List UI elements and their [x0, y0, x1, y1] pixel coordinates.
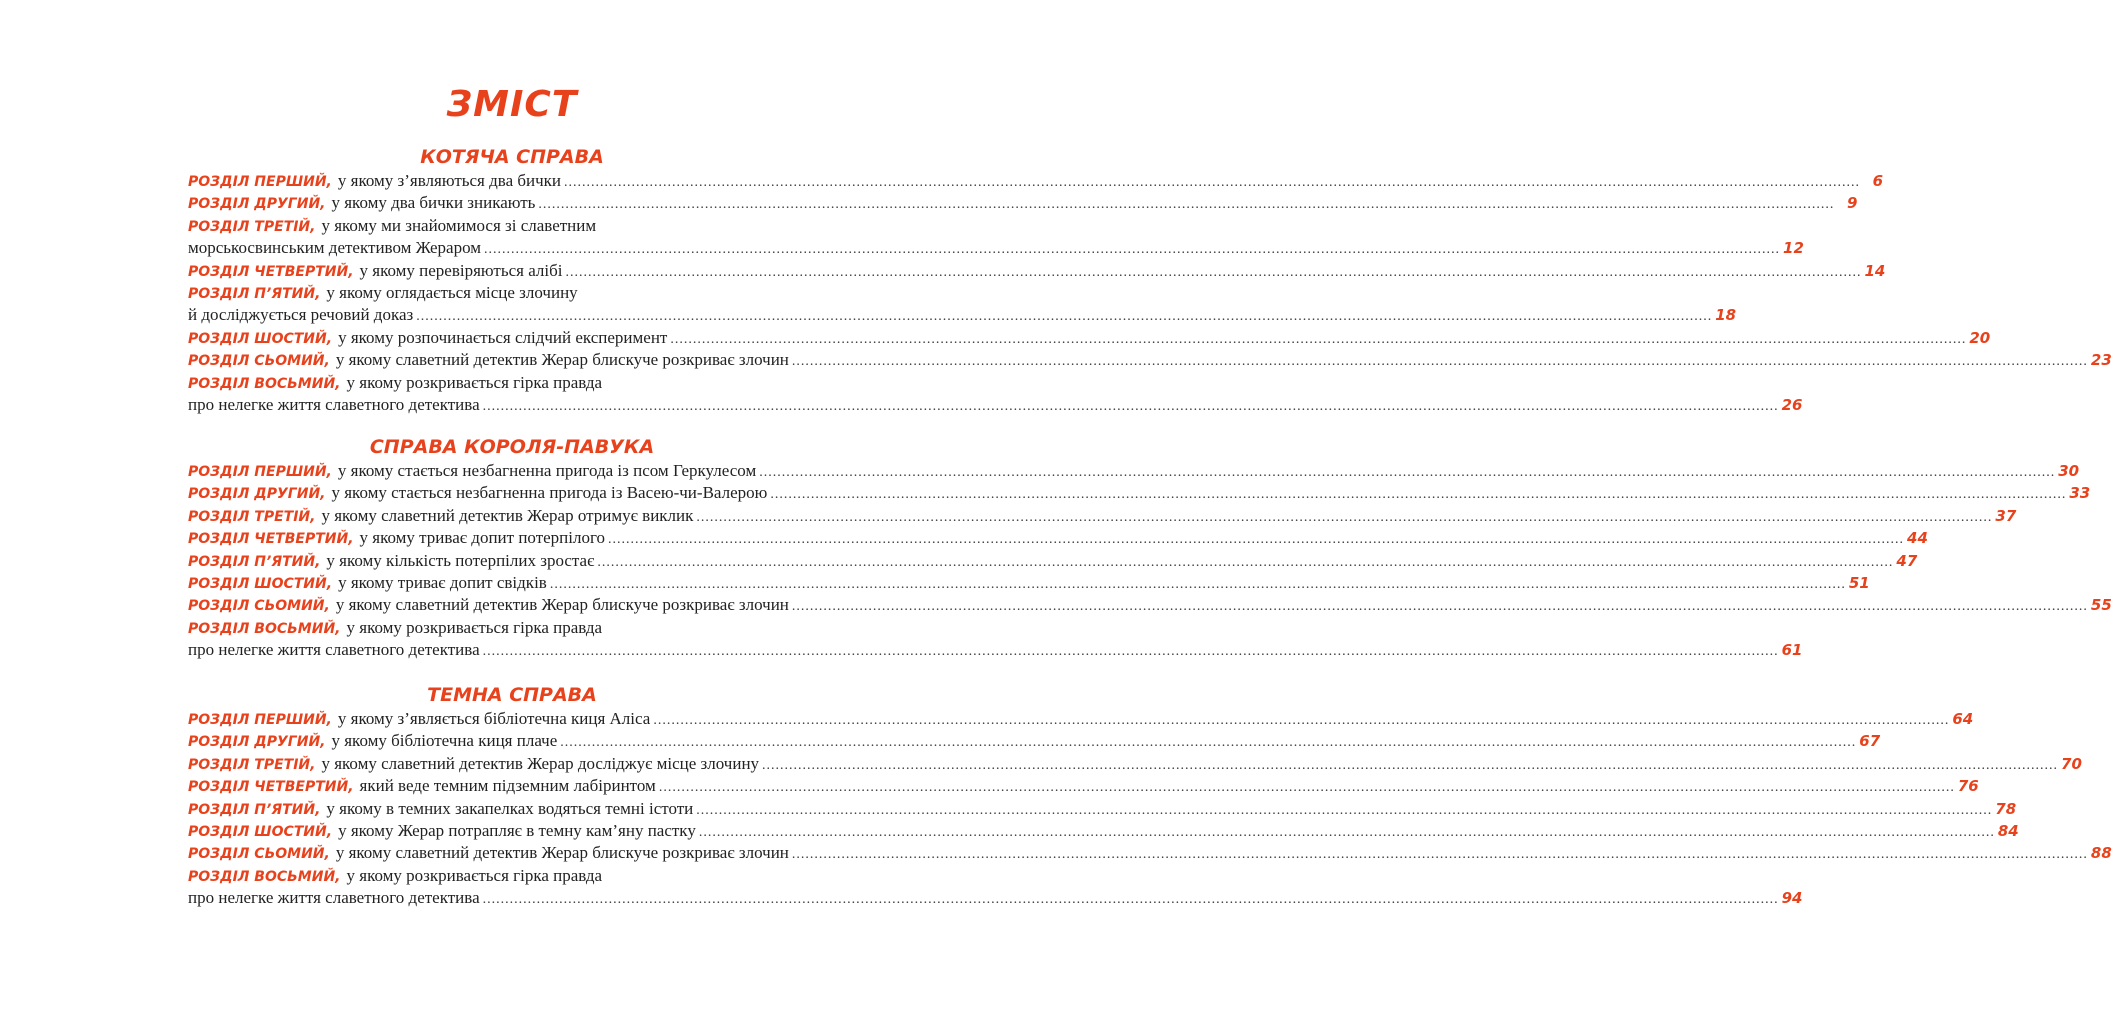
dot-leader: [564, 172, 1860, 194]
toc-entry[interactable]: [188, 192, 1858, 214]
chapter-description: у якому триває допит потерпілого: [359, 528, 606, 547]
dot-leader: [762, 755, 2058, 777]
page-number: 94: [1781, 889, 1803, 907]
chapter-label: РОЗДІЛ П’ЯТИЙ,: [188, 286, 321, 302]
page-number: 44: [1907, 529, 1928, 547]
dot-leader: [696, 800, 1992, 822]
section-title: КОТЯЧА СПРАВА: [420, 146, 604, 168]
chapter-description: у якому кількість потерпілих зростає: [326, 551, 595, 570]
chapter-label: РОЗДІЛ ШОСТИЙ,: [188, 576, 333, 592]
dot-leader: [560, 732, 1856, 754]
chapter-label: РОЗДІЛ СЬОМИЙ,: [188, 598, 330, 614]
toc-entry[interactable]: [188, 349, 2112, 371]
page-number: 78: [1995, 800, 2017, 818]
chapter-label: РОЗДІЛ СЬОМИЙ,: [188, 353, 330, 369]
toc-entry[interactable]: [188, 282, 836, 304]
page-number: 9: [1846, 194, 1858, 212]
section-title: СПРАВА КОРОЛЯ-ПАВУКА: [369, 436, 655, 458]
chapter-label: РОЗДІЛ ЧЕТВЕРТИЙ,: [188, 779, 354, 795]
page-number: 47: [1896, 552, 1918, 570]
chapter-label: РОЗДІЛ ВОСЬМИЙ,: [188, 376, 341, 392]
chapter-description: у якому ми знайомимося зі славетним: [321, 216, 597, 235]
chapter-description: у якому стається незбагненна пригода із псом Геркулесом: [337, 461, 757, 480]
page-number: 84: [1997, 822, 2019, 840]
dot-leader: [597, 552, 1893, 574]
page-number: 12: [1783, 239, 1804, 257]
chapter-description: й досліджується речовий доказ: [188, 305, 414, 324]
toc-entry-continuation[interactable]: [188, 304, 1737, 326]
page-number: 64: [1952, 710, 1974, 728]
chapter-label: РОЗДІЛ ТРЕТІЙ,: [188, 219, 316, 235]
toc-entry-continuation[interactable]: [188, 394, 1803, 416]
dot-leader: [696, 507, 1992, 529]
page-number: 37: [1995, 507, 2017, 525]
dot-leader: [792, 596, 2088, 618]
toc-entry[interactable]: [188, 798, 2017, 820]
chapter-label: РОЗДІЛ ПЕРШИЙ,: [188, 174, 332, 190]
dot-leader: [770, 484, 2066, 506]
chapter-label: РОЗДІЛ П’ЯТИЙ,: [188, 554, 321, 570]
chapter-label: РОЗДІЛ ПЕРШИЙ,: [188, 712, 332, 728]
page-number: 51: [1848, 574, 1870, 592]
dot-leader: [483, 889, 1779, 911]
toc-entry[interactable]: [188, 730, 1881, 752]
chapter-label: РОЗДІЛ ВОСЬМИЙ,: [188, 869, 341, 885]
chapter-description: у якому оглядається місце злочину: [326, 283, 578, 302]
dot-leader: [670, 329, 1966, 351]
toc-entry[interactable]: [188, 572, 1870, 594]
chapter-description: у якому перевіряються алібі: [359, 261, 563, 280]
dot-leader: [550, 574, 1846, 596]
dot-leader: [483, 396, 1779, 418]
page-number: 23: [2090, 351, 2112, 369]
toc-entry[interactable]: [188, 865, 836, 887]
dot-leader: [608, 529, 1904, 551]
page-number: 67: [1859, 732, 1881, 750]
chapter-description: у якому стається незбагненна пригода із Васею-чи-Валерою: [331, 483, 768, 502]
chapter-description: у якому розкривається гірка правда: [346, 866, 603, 885]
chapter-description: морськосвинським детективом Жераром: [188, 238, 482, 257]
chapter-label: РОЗДІЛ ТРЕТІЙ,: [188, 757, 316, 773]
dot-leader: [699, 822, 1995, 844]
section-title: ТЕМНА СПРАВА: [427, 684, 597, 706]
toc-entry[interactable]: [188, 460, 2080, 482]
chapter-description: у якому з’являється бібліотечна киця Аліса: [337, 709, 651, 728]
chapter-description: у якому в темних закапелках водяться темні істоти: [326, 799, 694, 818]
page-title: ЗМІСТ: [446, 84, 578, 125]
toc-entry-continuation[interactable]: [188, 887, 1803, 909]
chapter-description: у якому славетний детектив Жерар блискуче розкриває злочин: [335, 595, 789, 614]
toc-entry-continuation[interactable]: [188, 639, 1803, 661]
dot-leader: [483, 641, 1779, 663]
chapter-description: у якому розпочинається слідчий експеримент: [338, 328, 668, 347]
toc-entry[interactable]: [188, 170, 1884, 192]
chapter-description: про нелегке життя славетного детектива: [188, 640, 480, 659]
chapter-description: у якому розкривається гірка правда: [346, 618, 603, 637]
toc-entry[interactable]: [188, 708, 1974, 730]
chapter-label: РОЗДІЛ ТРЕТІЙ,: [188, 509, 316, 525]
chapter-label: РОЗДІЛ ЧЕТВЕРТИЙ,: [188, 264, 354, 280]
toc-entry[interactable]: [188, 482, 2091, 504]
chapter-label: РОЗДІЛ ПЕРШИЙ,: [188, 464, 332, 480]
chapter-description: у якому славетний детектив Жерар отримує виклик: [321, 506, 694, 525]
page-number: 76: [1957, 777, 1979, 795]
page-number: 14: [1864, 262, 1886, 280]
chapter-description: у якому розкривається гірка правда: [346, 373, 603, 392]
page-number: 61: [1781, 641, 1803, 659]
dot-leader: [565, 262, 1861, 284]
chapter-description: у якому з’являються два бички: [337, 171, 562, 190]
dot-leader: [659, 777, 1955, 799]
toc-entry[interactable]: [188, 775, 1979, 797]
chapter-description: який веде темним підземним лабіринтом: [359, 776, 656, 795]
chapter-label: РОЗДІЛ ВОСЬМИЙ,: [188, 621, 341, 637]
chapter-label: РОЗДІЛ ШОСТИЙ,: [188, 331, 333, 347]
dot-leader: [792, 351, 2088, 373]
toc-entry[interactable]: [188, 215, 836, 237]
chapter-description: у якому славетний детектив Жерар досліджує місце злочину: [321, 754, 760, 773]
page-number: 6: [1872, 172, 1884, 190]
dot-leader: [792, 844, 2088, 866]
page-number: 26: [1781, 396, 1803, 414]
toc-entry[interactable]: [188, 617, 836, 639]
page-number: 70: [2061, 755, 2082, 773]
dot-leader: [416, 306, 1712, 328]
toc-entry[interactable]: [188, 527, 1928, 549]
page-number: 20: [1969, 329, 1991, 347]
chapter-label: РОЗДІЛ ДРУГИЙ,: [188, 486, 326, 502]
chapter-description: у якому славетний детектив Жерар блискуче розкриває злочин: [335, 350, 789, 369]
toc-entry[interactable]: [188, 594, 2112, 616]
chapter-description: у якому славетний детектив Жерар блискуче розкриває злочин: [335, 843, 789, 862]
chapter-label: РОЗДІЛ ЧЕТВЕРТИЙ,: [188, 531, 354, 547]
dot-leader: [653, 710, 1949, 732]
chapter-description: у якому триває допит свідків: [338, 573, 547, 592]
chapter-description: у якому бібліотечна киця плаче: [331, 731, 558, 750]
chapter-label: РОЗДІЛ СЬОМИЙ,: [188, 846, 330, 862]
toc-entry[interactable]: [188, 372, 836, 394]
page-number: 33: [2069, 484, 2091, 502]
toc-entry[interactable]: [188, 260, 1886, 282]
chapter-label: РОЗДІЛ П’ЯТИЙ,: [188, 802, 321, 818]
page-number: 18: [1715, 306, 1737, 324]
dot-leader: [484, 239, 1780, 261]
toc-entry[interactable]: [188, 753, 2082, 775]
toc-entry[interactable]: [188, 505, 2017, 527]
toc-entry[interactable]: [188, 842, 2112, 864]
chapter-label: РОЗДІЛ ДРУГИЙ,: [188, 734, 326, 750]
toc-entry[interactable]: [188, 820, 2019, 842]
chapter-description: у якому два бички зникають: [331, 193, 536, 212]
chapter-label: РОЗДІЛ ШОСТИЙ,: [188, 824, 333, 840]
toc-entry[interactable]: [188, 327, 1991, 349]
chapter-description: про нелегке життя славетного детектива: [188, 395, 480, 414]
toc-entry[interactable]: [188, 550, 1918, 572]
chapter-label: РОЗДІЛ ДРУГИЙ,: [188, 196, 326, 212]
toc-entry-continuation[interactable]: [188, 237, 1804, 259]
chapter-description: про нелегке життя славетного детектива: [188, 888, 480, 907]
page-number: 55: [2090, 596, 2112, 614]
dot-leader: [759, 462, 2055, 484]
page-number: 88: [2090, 844, 2112, 862]
dot-leader: [538, 194, 1834, 216]
page-number: 30: [2058, 462, 2080, 480]
chapter-description: у якому Жерар потрапляє в темну кам’яну пастку: [338, 821, 696, 840]
